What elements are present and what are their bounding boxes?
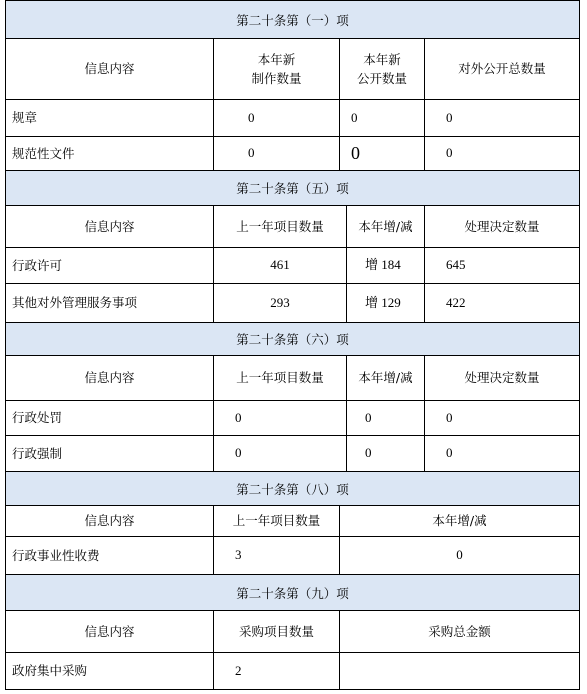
column-header-decisions: 处理决定数量 <box>424 356 579 400</box>
column-header-row <box>6 610 579 652</box>
table-row <box>6 536 579 574</box>
cell-value: 增 184 <box>346 248 424 283</box>
column-header-prev-year: 上一年项目数量 <box>213 506 339 536</box>
section-title: 第二十条第（六）项 <box>236 332 349 347</box>
row-label: 行政事业性收费 <box>12 547 100 563</box>
table-row <box>6 136 579 170</box>
row-label: 行政强制 <box>12 445 63 461</box>
cell-value: 0 <box>424 100 579 136</box>
section-header-8 <box>6 471 579 505</box>
column-header-purchase-count: 采购项目数量 <box>213 611 339 652</box>
section-title: 第二十条第（五）项 <box>236 181 349 196</box>
table-row <box>6 247 579 283</box>
cell-value: 增 129 <box>346 284 424 322</box>
column-header-change: 本年增/减 <box>339 506 579 536</box>
column-header-info: 信息内容 <box>84 61 135 77</box>
cell-value: 0 <box>339 537 579 574</box>
cell-value: 293 <box>213 284 346 322</box>
table-row <box>6 99 579 136</box>
cell-value: 645 <box>424 248 579 283</box>
cell-value: 0 <box>213 436 346 471</box>
section-header-5 <box>6 170 579 205</box>
cell-value: 461 <box>213 248 346 283</box>
column-header-info: 信息内容 <box>84 623 135 639</box>
row-label: 行政处罚 <box>12 410 63 426</box>
column-header-change: 本年增/减 <box>346 206 424 247</box>
cell-value: 0 <box>424 401 579 435</box>
column-header-total-public: 对外公开总数量 <box>424 39 579 99</box>
section-title: 第二十条第（一）项 <box>236 12 349 28</box>
section-title: 第二十条第（九）项 <box>236 585 349 601</box>
column-header-new-public: 本年新 公开数量 <box>339 39 424 99</box>
column-header-prev-year: 上一年项目数量 <box>213 206 346 247</box>
section-header-1 <box>6 0 579 38</box>
column-header-info: 信息内容 <box>84 218 135 234</box>
cell-value: 0 <box>339 137 424 170</box>
row-label: 其他对外管理服务事项 <box>12 295 138 311</box>
cell-value: 0 <box>339 100 424 136</box>
cell-value: 422 <box>424 284 579 322</box>
cell-value: 2 <box>213 653 339 689</box>
section-header-6 <box>6 322 579 355</box>
column-header-new-made: 本年新 制作数量 <box>213 39 339 99</box>
table-row <box>6 283 579 322</box>
table-row <box>6 435 579 471</box>
column-header-row <box>6 38 579 99</box>
column-header-decisions: 处理决定数量 <box>424 206 579 247</box>
cell-value: 0 <box>346 401 424 435</box>
cell-value: 0 <box>213 137 339 170</box>
row-label: 政府集中采购 <box>12 663 88 679</box>
cell-value <box>339 653 579 689</box>
column-header-info: 信息内容 <box>84 370 135 386</box>
table-row <box>6 652 579 690</box>
row-label: 行政许可 <box>12 257 63 273</box>
section-title: 第二十条第（八）项 <box>236 481 349 497</box>
cell-value: 0 <box>424 436 579 471</box>
column-header-change: 本年增/减 <box>346 356 424 400</box>
column-header-row <box>6 355 579 400</box>
column-header-prev-year: 上一年项目数量 <box>213 356 346 400</box>
cell-value: 0 <box>213 100 339 136</box>
column-header-row <box>6 505 579 536</box>
column-header-info: 信息内容 <box>84 513 135 529</box>
row-label: 规范性文件 <box>12 145 75 161</box>
cell-value: 0 <box>346 436 424 471</box>
table-row <box>6 400 579 435</box>
column-header-row <box>6 205 579 247</box>
row-label: 规章 <box>12 110 38 126</box>
column-header-purchase-amount: 采购总金额 <box>339 611 579 652</box>
cell-value: 3 <box>213 537 339 574</box>
disclosure-table <box>5 0 580 690</box>
cell-value: 0 <box>213 401 346 435</box>
section-header-9 <box>6 574 579 610</box>
cell-value: 0 <box>424 137 579 170</box>
